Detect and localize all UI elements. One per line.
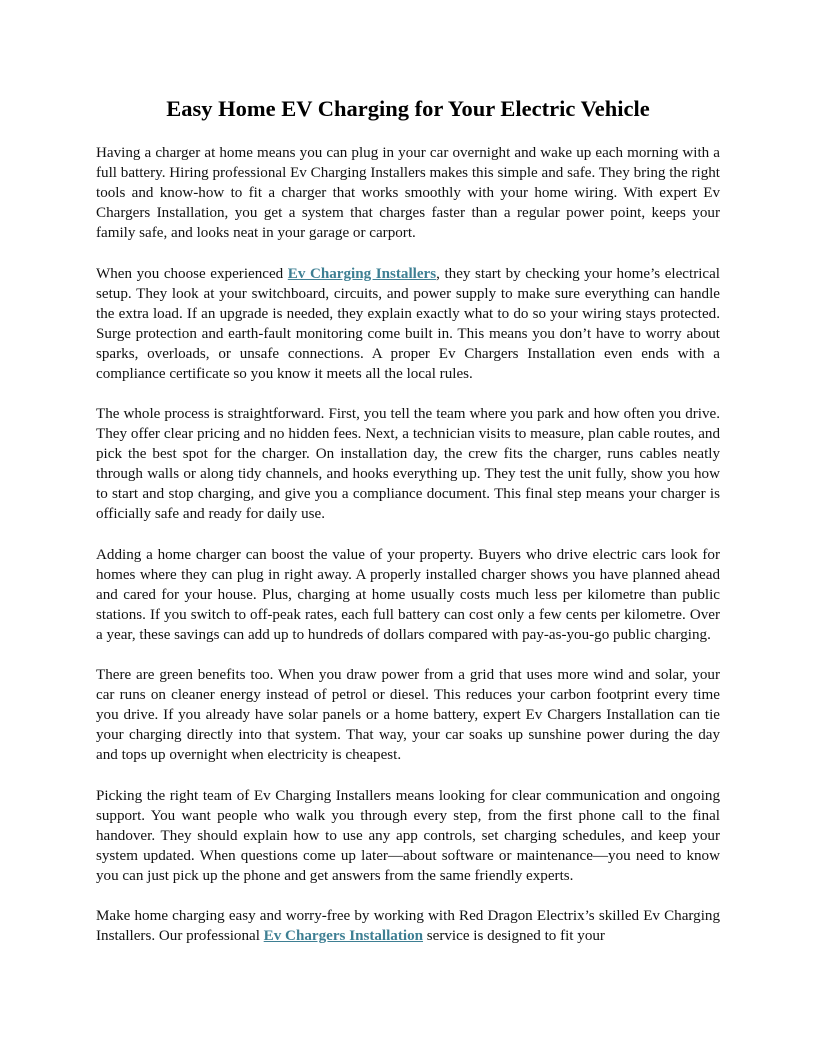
paragraph-2 [96, 264, 720, 384]
document-body [96, 143, 720, 967]
ev-charging-installers-link[interactable]: Ev Charging Installers [287, 265, 437, 282]
paragraph-1: Having a charger at home means you can plug in your car overnight and wake up each morning with a full battery. Hiring professional Ev Charging Installers makes this simple and safe. They bring the right tools and know-how to fit a charger that works smoothly with your home wiring. With expert Ev Chargers Installation, you get a system that charges faster than a regular power point, keeps your family safe, and looks neat in your garage or carport. [96, 145, 720, 241]
paragraph-6: Picking the right team of Ev Charging Installers means looking for clear communication and ongoing support. You want people who walk you through every step, from the first phone call to the final handover. They should explain how to use any app controls, set charging schedules, and keep your system updated. When questions come up later—about software or maintenance—you need to know you can just pick up the phone and get answers from the same friendly experts. [96, 787, 720, 884]
paragraph-4: Adding a home charger can boost the value of your property. Buyers who drive electric cars look for homes where they can plug in right away. A properly installed charger shows you have planned ahead and cared for your house. Plus, charging at home usually costs much less per kilometre than public stations. If you switch to off-peak rates, each full battery can cost only a few cents per kilometre. Over a year, these savings can add up to hundreds of dollars compared with pay-as-you-go public charging. [96, 546, 720, 643]
paragraph-3: The whole process is straightforward. First, you tell the team where you park and how often you drive. They offer clear pricing and no hidden fees. Next, a technician visits to measure, plan cable routes, and pick the best spot for the charger. On installation day, the crew fits the charger, runs cables neatly through walls or along tidy channels, and hooks everything up. They test the unit fully, show you how to start and stop charging, and give you a compliance document. This final step means your charger is officially safe and ready for daily use. [96, 406, 720, 522]
page-title: Easy Home EV Charging for Your Electric Vehicle [166, 96, 650, 121]
paragraph-2-text-after: , they start by checking your home’s electrical setup. They look at your switchboard, circuits, and power supply to make sure everything can handle the extra load. If an upgrade is needed, they explain exactly what to do so your wiring stays protected. Surge protection and earth-fault monitoring come built in. This means you don’t have to worry about sparks, overloads, or unsafe connections. A proper Ev Chargers Installation even ends with a compliance certificate so you know it meets all the local rules. [96, 265, 720, 382]
paragraph-5: There are green benefits too. When you draw power from a grid that uses more wind and solar, your car runs on cleaner energy instead of petrol or diesel. This reduces your carbon footprint every time you drive. If you already have solar panels or a home battery, expert Ev Chargers Installation can tie your charging directly into that system. That way, your car soaks up sunshine power during the day and tops up overnight when electricity is cheapest. [96, 667, 720, 763]
paragraph-7 [96, 906, 720, 946]
paragraph-7-text-before: Make home charging easy and worry-free by working with Red Dragon Electrix’s skilled Ev Charging Installers. Our professional [96, 908, 720, 944]
paragraph-7-text-after: service is designed to fit your [423, 928, 605, 944]
paragraph-2-text-before: When you choose experienced [96, 265, 288, 282]
ev-chargers-installation-link[interactable]: Ev Chargers Installation [263, 928, 424, 944]
